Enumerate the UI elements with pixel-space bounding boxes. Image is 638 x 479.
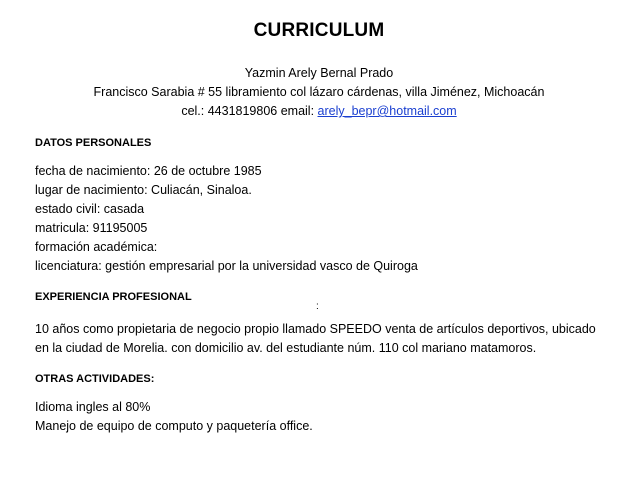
separator-colon: :	[316, 301, 319, 312]
experience-line: en la ciudad de Morelia. con domicilio av. del estudiante núm. 110 col mariano matamoros.	[35, 341, 537, 355]
personal-info-line: licenciatura: gestión empresarial por la universidad vasco de Quiroga	[35, 259, 418, 273]
personal-info-line: estado civil: casada	[35, 202, 145, 216]
candidate-name: Yazmin Arely Bernal Prado	[244, 66, 394, 80]
personal-info-line: fecha de nacimiento: 26 de octubre 1985	[35, 164, 262, 178]
candidate-address: Francisco Sarabia # 55 libramiento col lázaro cárdenas, villa Jiménez, Michoacán	[93, 85, 545, 99]
document-title: CURRICULUM	[253, 20, 385, 41]
contact-line	[0, 104, 638, 118]
section-heading-experiencia: EXPERIENCIA PROFESIONAL	[35, 291, 192, 303]
experience-line: 10 años como propietaria de negocio propio llamado SPEEDO venta de artículos deportivos, ubicado	[35, 322, 596, 336]
activity-line: Idioma ingles al 80%	[35, 400, 151, 414]
activity-line: Manejo de equipo de computo y paquetería office.	[35, 419, 313, 433]
personal-info-line: formación académica:	[35, 240, 158, 254]
contact-phone: cel.: 4431819806 email:	[181, 104, 318, 118]
email-link[interactable]: arely_bepr@hotmail.com	[317, 104, 457, 118]
personal-info-line: matricula: 91195005	[35, 221, 148, 235]
section-heading-datos-personales: DATOS PERSONALES	[35, 137, 152, 149]
personal-info-line: lugar de nacimiento: Culiacán, Sinaloa.	[35, 183, 252, 197]
section-heading-otras-actividades: OTRAS ACTIVIDADES:	[35, 373, 155, 385]
